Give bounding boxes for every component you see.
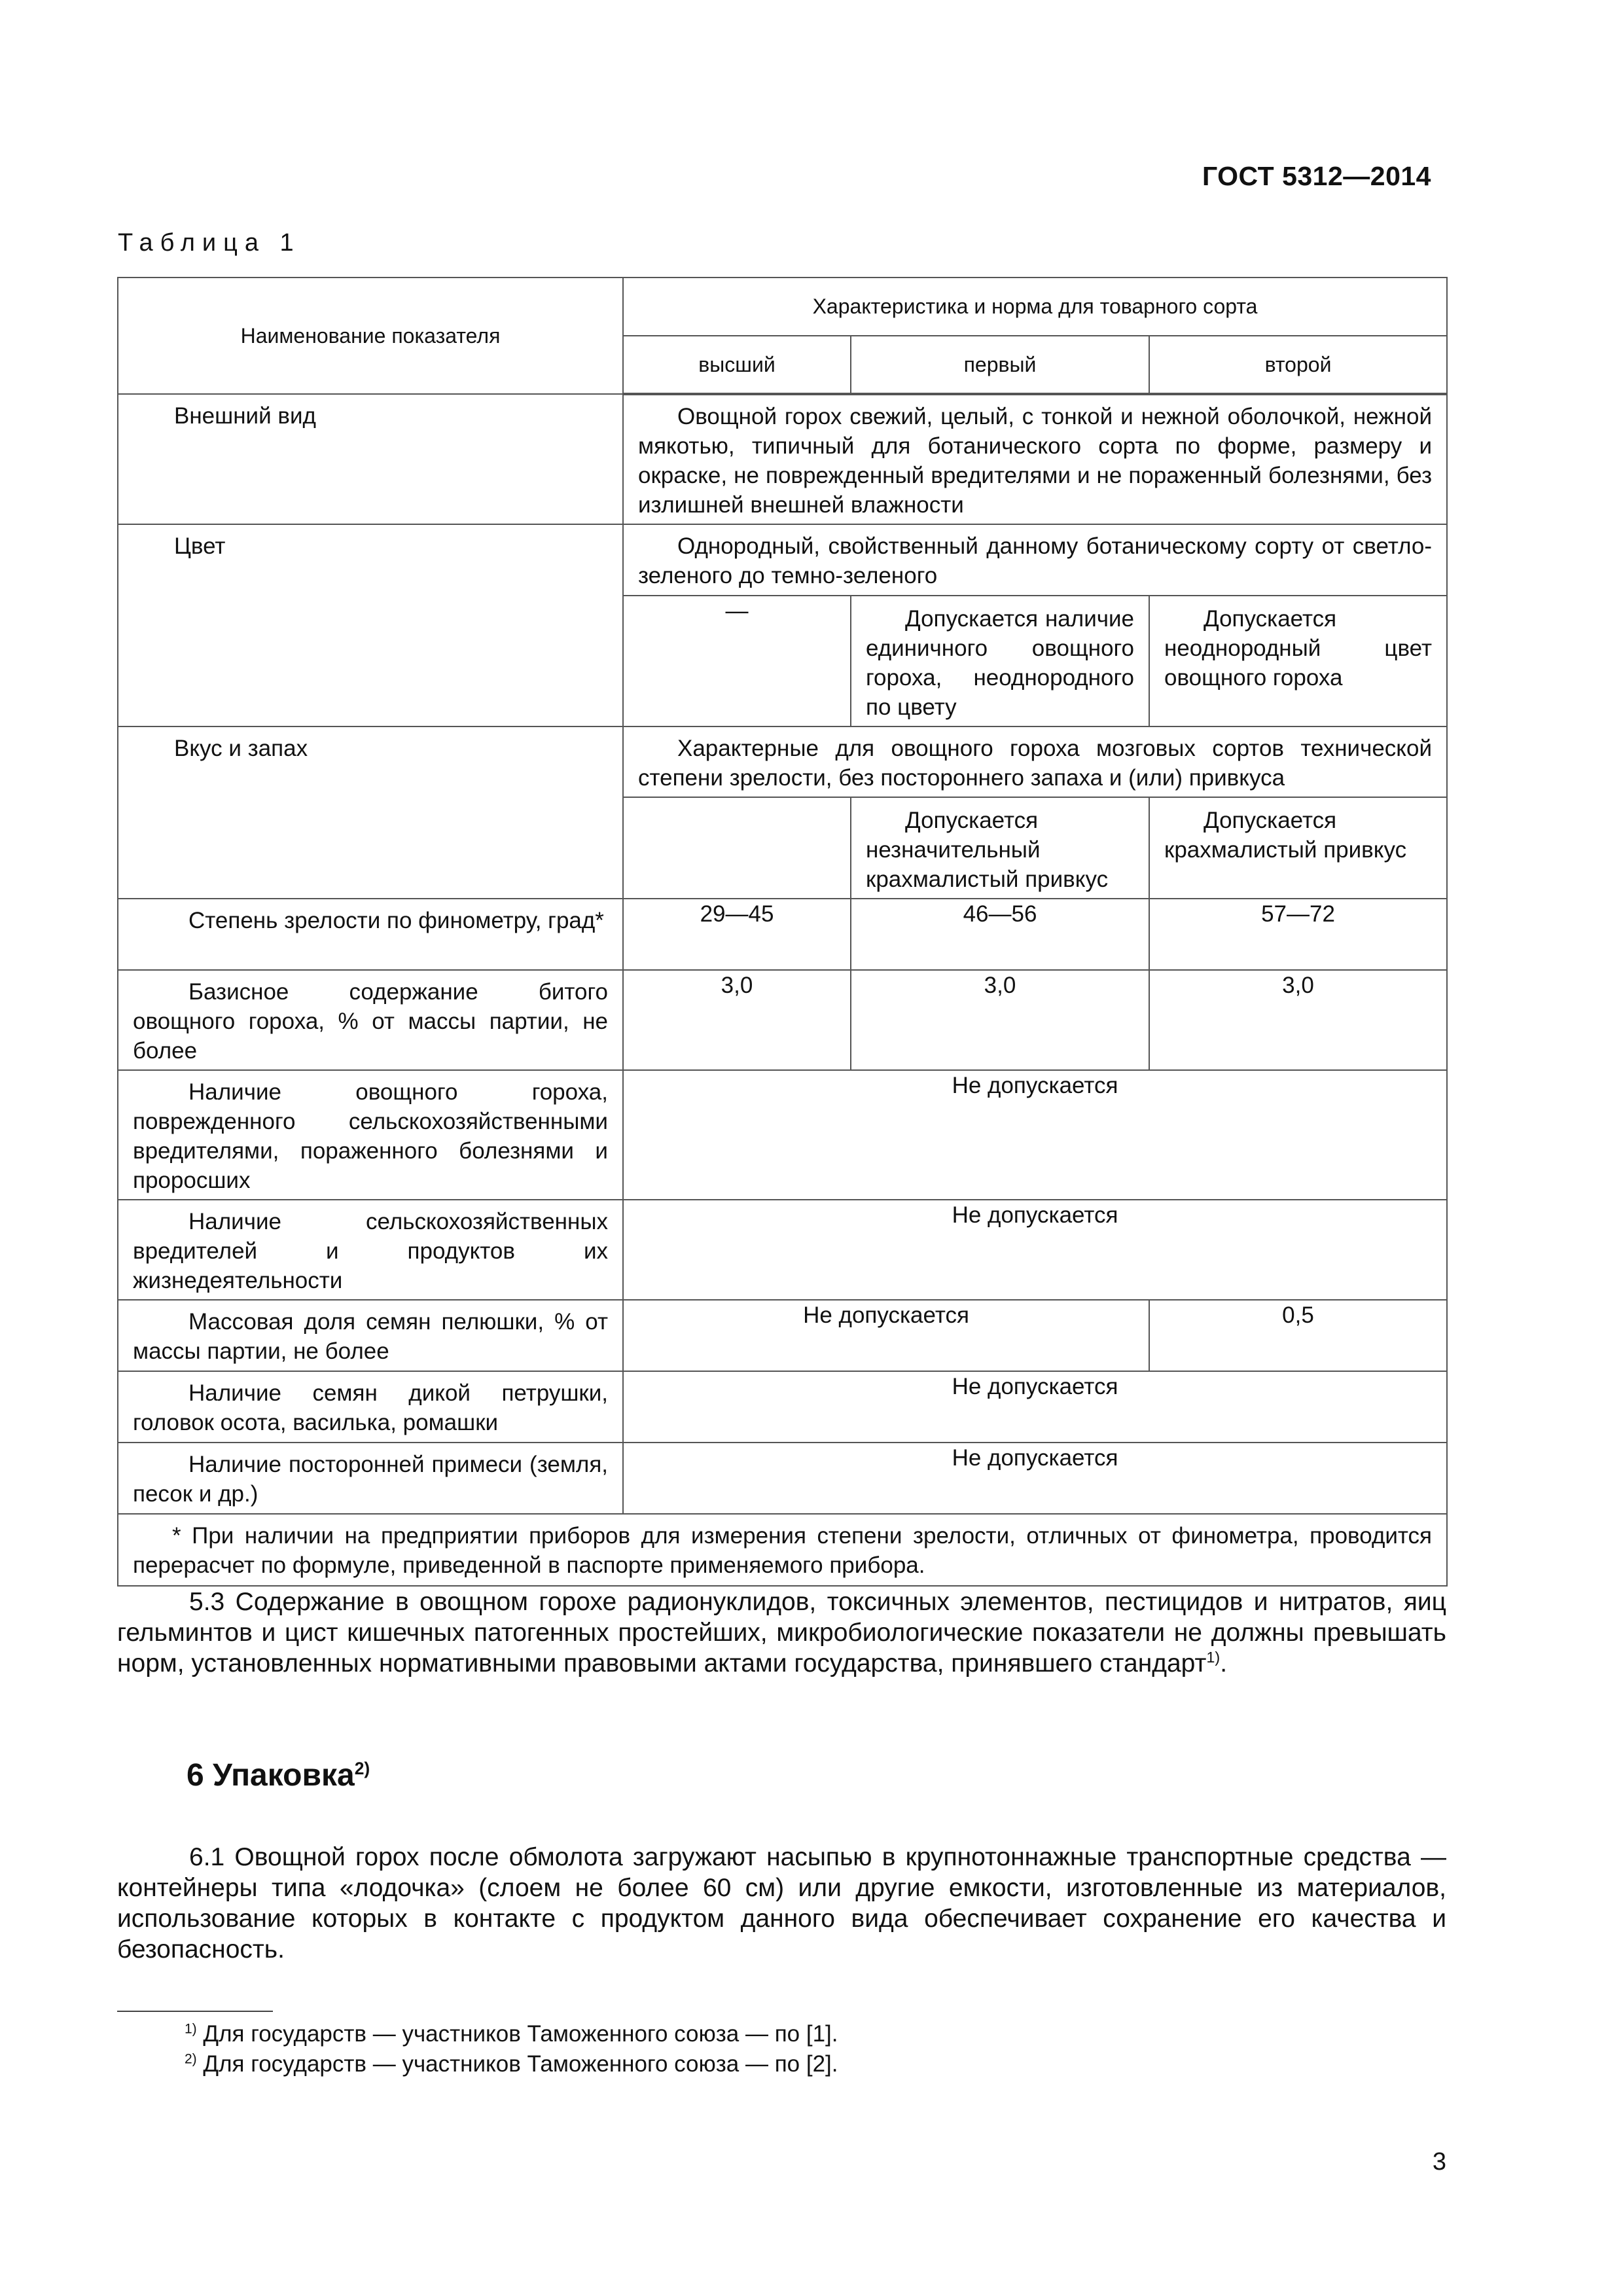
- footnote-mark: 2): [185, 2051, 197, 2067]
- header-characteristic: Характеристика и норма для товарного сорта: [623, 278, 1447, 336]
- standard-number: ГОСТ 5312—2014: [1202, 161, 1431, 191]
- row-name: Степень зрелости по финометру, град*: [188, 908, 604, 933]
- cell-text: Допускается неоднородный цвет овощного гороха: [1164, 606, 1433, 691]
- row-name: Базисное содержание битого овощного гороха, % от массы партии, не более: [133, 979, 608, 1064]
- header-indicator-name: Наименование показателя: [118, 278, 623, 394]
- footnote-2: [185, 2051, 838, 2077]
- row-text: Характерные для овощного гороха мозговых сортов технической степени зрелости, без постороннего запаха и (или) привкуса: [638, 736, 1433, 791]
- row-name: Внешний вид: [174, 403, 316, 429]
- paragraph-5-3-end: .: [1220, 1649, 1228, 1677]
- page-number: 3: [1432, 2148, 1446, 2176]
- table-footnote-row: [118, 1514, 1447, 1586]
- cell-dash: —: [623, 596, 851, 726]
- table-row: [118, 1371, 1447, 1443]
- footnote-ref-1: 1): [1206, 1649, 1221, 1666]
- quality-table: [117, 277, 1448, 1587]
- paragraph-6-1: 6.1 Овощной горох после обмолота загружают насыпью в крупнотоннажные транспортные средства — контейнеры типа «лодочка» (слоем не более 60 см) или другие емкости, изготовленные из материалов, использование которых в контакте с продуктом данного вида обеспечивает сохранение его качества и безопасность.: [117, 1843, 1446, 1964]
- cell-value: 3,0: [623, 970, 851, 1070]
- footnote-text: Для государств — участников Таможенного союза — по [2].: [203, 2051, 838, 2077]
- row-text: Овощной горох свежий, целый, с тонкой и нежной оболочкой, нежной мякотью, типичный для ботанического сорта по форме, размеру и окраске, не поврежденный вредителями и не пораженный болезнями, без излишней внешней влажности: [638, 404, 1433, 518]
- table-row: [118, 394, 1447, 524]
- table-footnote: * При наличии на предприятии приборов для измерения степени зрелости, отличных от финометра, проводится перерасчет по формуле, приведенной в паспорте применяемого прибора.: [133, 1523, 1433, 1578]
- table-row: [118, 1070, 1447, 1200]
- table-row: [118, 899, 1447, 970]
- cell-value: 46—56: [851, 899, 1149, 970]
- cell-text: Допускается наличие единичного овощного гороха, неоднородного по цвету: [866, 606, 1134, 720]
- row-name: Массовая доля семян пелюшки, % от массы партии, не более: [133, 1309, 608, 1364]
- row-name: Вкус и запах: [174, 736, 308, 761]
- cell-value: Не допускается: [623, 1443, 1447, 1514]
- header-grade-second: второй: [1149, 336, 1447, 394]
- cell-empty: [623, 797, 851, 899]
- table-row: [118, 1443, 1447, 1514]
- footnote-ref-2: 2): [354, 1759, 370, 1778]
- section-title-text: 6 Упаковка: [187, 1758, 355, 1793]
- table-row: [118, 1300, 1447, 1371]
- row-name: Наличие посторонней примеси (земля, песок и др.): [133, 1452, 608, 1507]
- footnote-divider: [117, 2011, 273, 2012]
- cell-value: 3,0: [1149, 970, 1447, 1070]
- table-caption: Таблица 1: [118, 229, 301, 257]
- table-row: [118, 1200, 1447, 1300]
- cell-value: Не допускается: [623, 1371, 1447, 1443]
- row-name: Цвет: [174, 533, 226, 559]
- table-row: [118, 970, 1447, 1070]
- cell-value: 3,0: [851, 970, 1149, 1070]
- cell-value: Не допускается: [623, 1070, 1447, 1200]
- header-grade-first: первый: [851, 336, 1149, 394]
- section-title: [187, 1757, 370, 1793]
- cell-value: 57—72: [1149, 899, 1447, 970]
- cell-value: 0,5: [1149, 1300, 1447, 1371]
- header-grade-highest: высший: [623, 336, 851, 394]
- cell-text: Допускается незначительный крахмалистый привкус: [866, 808, 1109, 892]
- row-name: Наличие овощного гороха, поврежденного сельскохозяйственными вредителями, пораженного болезнями и проросших: [133, 1079, 608, 1193]
- row-text: Однородный, свойственный данному ботаническому сорту от светло-зеленого до темно-зеленого: [638, 533, 1433, 588]
- row-name: Наличие сельскохозяйственных вредителей и продуктов их жизнедеятельности: [133, 1209, 608, 1293]
- paragraph-5-3-text: 5.3 Содержание в овощном горохе радионуклидов, токсичных элементов, пестицидов и нитратов, яиц гельминтов и цист кишечных патогенных простейших, микробиологические показатели не должны превышать норм, установленных нормативными правовыми актами государства, принявшего стандарт: [117, 1588, 1446, 1677]
- footnote-1: [185, 2021, 838, 2047]
- footnote-mark: 1): [185, 2021, 197, 2037]
- table-row: [118, 726, 1447, 797]
- paragraph-5-3: [117, 1587, 1446, 1679]
- cell-value: Не допускается: [623, 1300, 1149, 1371]
- table-row: [118, 524, 1447, 596]
- cell-text: Допускается крахмалистый привкус: [1164, 808, 1407, 863]
- cell-value: Не допускается: [623, 1200, 1447, 1300]
- row-name: Наличие семян дикой петрушки, головок осота, василька, ромашки: [133, 1380, 608, 1435]
- cell-value: 29—45: [623, 899, 851, 970]
- footnote-text: Для государств — участников Таможенного союза — по [1].: [203, 2021, 838, 2047]
